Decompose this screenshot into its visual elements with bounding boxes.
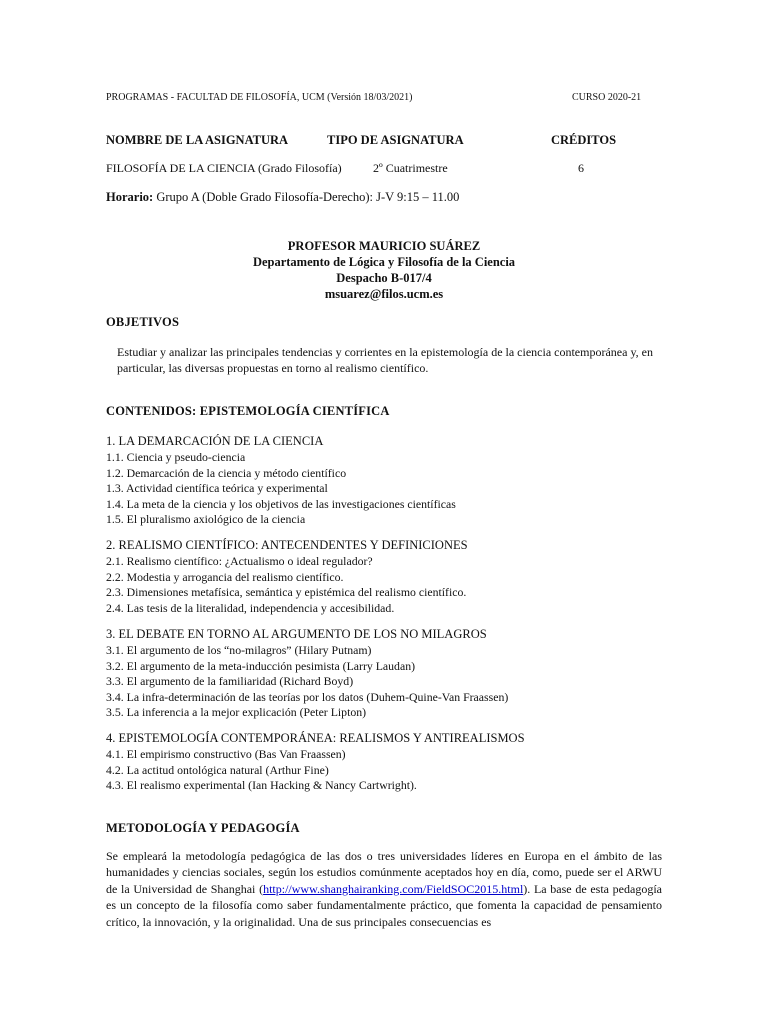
- objectives-title: OBJETIVOS: [106, 315, 180, 329]
- section-heading: 4. EPISTEMOLOGÍA CONTEMPORÁNEA: REALISMOS Y ANTIREALISMOS: [106, 731, 525, 745]
- professor-department: Departamento de Lógica y Filosofía de la Ciencia: [252, 255, 516, 269]
- section-heading: 2. REALISMO CIENTÍFICO: ANTECENDENTES Y DEFINICIONES: [106, 538, 468, 552]
- schedule-label: Horario:: [106, 190, 154, 204]
- schedule: [106, 190, 459, 205]
- objectives-text: Estudiar y analizar las principales tendencias y corrientes en la epistemología de la ciencia contemporánea y, en particular, las diversas propuestas en torno al realismo científico.: [117, 345, 653, 375]
- methodology-title: METODOLOGÍA Y PEDAGOGÍA: [106, 821, 300, 835]
- list-item: 4.2. La actitud ontológica natural (Arthur Fine): [106, 762, 329, 777]
- list-item: 3.3. El argumento de la familiaridad (Richard Boyd): [106, 674, 354, 688]
- list-item: 2.2. Modestia y arrogancia del realismo científico.: [106, 569, 344, 584]
- header-course: CURSO 2020-21: [572, 92, 642, 103]
- contents-section-2: [106, 537, 468, 616]
- list-item: 1.2. Demarcación de la ciencia y método científico: [106, 465, 347, 480]
- header-program: PROGRAMAS - FACULTAD DE FILOSOFÍA, UCM (Versión 18/03/2021): [106, 92, 413, 103]
- col-subject-name: NOMBRE DE LA ASIGNATURA: [106, 133, 289, 147]
- professor-email: msuarez@filos.ucm.es: [324, 287, 444, 301]
- contents-section-1: [106, 433, 456, 528]
- professor-office: Despacho B-017/4: [336, 271, 432, 285]
- list-item: 3.5. La inferencia a la mejor explicación (Peter Lipton): [106, 705, 367, 719]
- list-item: 1.5. El pluralismo axiológico de la ciencia: [106, 512, 306, 526]
- subject-name: FILOSOFÍA DE LA CIENCIA (Grado Filosofía): [106, 161, 342, 175]
- professor-name: PROFESOR MAURICIO SUÁREZ: [287, 239, 481, 253]
- contents-section-4: [106, 730, 525, 794]
- subject-type: 2º Cuatrimestre: [373, 161, 448, 175]
- list-item: 1.3. Actividad científica teórica y experimental: [106, 481, 328, 495]
- methodology-text: [106, 848, 662, 930]
- subject-credits: 6: [578, 161, 584, 175]
- methodology-text-after: ). La base de esta pedagogía es un concepto de la filosofía como saber fundamentalmente práctico, que fomenta la capacidad de pensamiento crítico, la innovación, y la originalidad. Una de sus principales consecuencias es: [106, 881, 662, 929]
- list-item: 3.4. La infra-determinación de las teorías por los datos (Duhem-Quine-Van Fraassen): [106, 689, 509, 704]
- section-heading: 3. EL DEBATE EN TORNO AL ARGUMENTO DE LOS NO MILAGROS: [106, 627, 487, 641]
- section-heading: 1. LA DEMARCACIÓN DE LA CIENCIA: [106, 434, 324, 448]
- list-item: 1.4. La meta de la ciencia y los objetivos de las investigaciones científicas: [106, 496, 456, 511]
- list-item: 2.3. Dimensiones metafísica, semántica y epistémica del realismo científico.: [106, 585, 467, 599]
- list-item: 3.2. El argumento de la meta-inducción pesimista (Larry Laudan): [106, 658, 416, 673]
- list-item: 4.3. El realismo experimental (Ian Hacking & Nancy Cartwright).: [106, 778, 417, 792]
- professor-block: [106, 238, 662, 302]
- col-subject-type: TIPO DE ASIGNATURA: [327, 133, 464, 147]
- methodology-text-before: Se empleará la metodología pedagógica de las dos o tres universidades líderes en Europa en el ámbito de las humanidades y ciencias sociales, según los estudios comúnmente aceptados hoy en día, como, puede ser el ARWU de la Universidad de Shanghai (: [106, 849, 662, 896]
- list-item: 2.1. Realismo científico: ¿Actualismo o ideal regulador?: [106, 554, 373, 568]
- col-credits: CRÉDITOS: [551, 133, 617, 147]
- list-item: 3.1. El argumento de los “no-milagros” (Hilary Putnam): [106, 643, 372, 657]
- list-item: 4.1. El empirismo constructivo (Bas Van Fraassen): [106, 747, 346, 761]
- schedule-value: Grupo A (Doble Grado Filosofía-Derecho): J-V 9:15 – 11.00: [153, 190, 460, 204]
- list-item: 2.4. Las tesis de la literalidad, independencia y accesibilidad.: [106, 600, 395, 615]
- list-item: 1.1. Ciencia y pseudo-ciencia: [106, 450, 246, 464]
- contents-title: CONTENIDOS: EPISTEMOLOGÍA CIENTÍFICA: [106, 404, 390, 418]
- contents-section-3: [106, 626, 508, 721]
- shanghai-ranking-link[interactable]: http://www.shanghairanking.com/FieldSOC2015.html: [263, 881, 524, 896]
